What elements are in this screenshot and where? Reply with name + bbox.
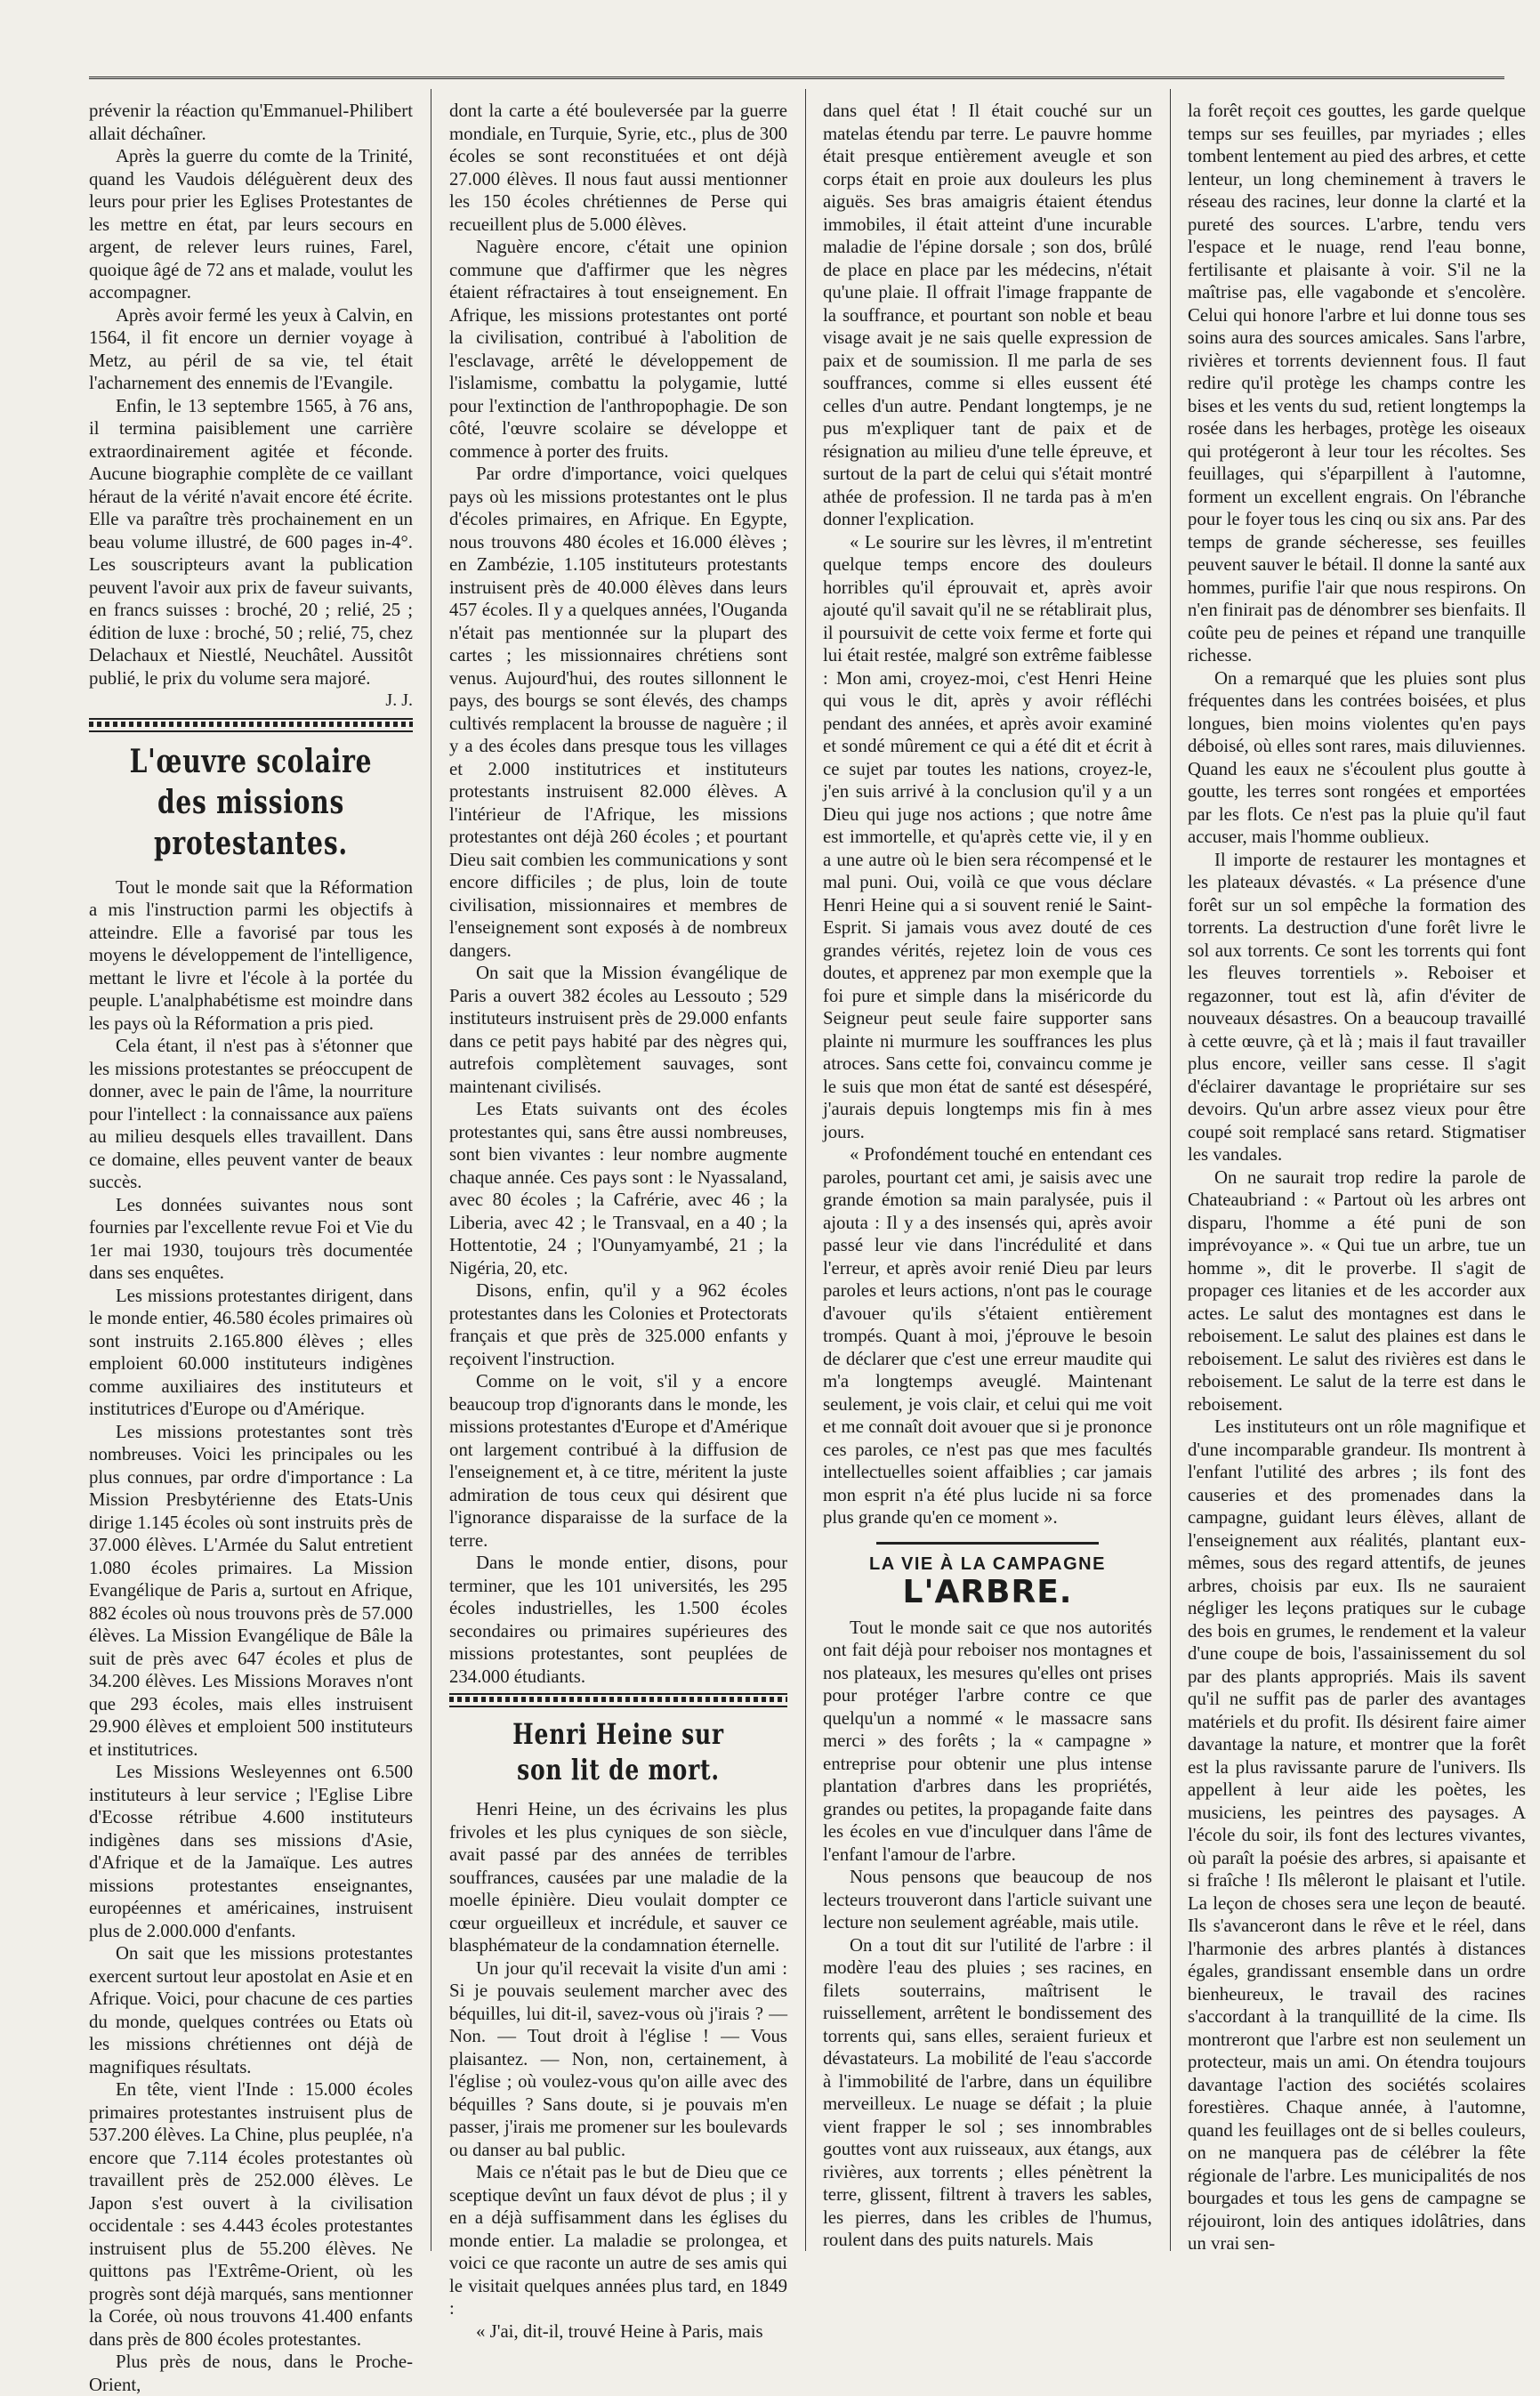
column-1 — [89, 100, 413, 2395]
paragraph: Tout le monde sait ce que nos autorités ont fait déjà pour reboiser nos montagnes et nos plateaux, les mesures qu'elles ont prises pour protéger l'arbre contre ce que quelqu'un a nommé « le massacre sans merci » des forêts ; la « campagne » entreprise pour obtenir une plus intense plantation d'arbres dans les propriétés, grandes ou petites, la propagande faite dans les écoles en vue d'inculquer dans l'âme de l'enfant l'amour de l'arbre. — [823, 1617, 1152, 1865]
paragraph: « Le sourire sur les lèvres, il m'entretint quelque temps encore des douleurs horribles qu'il éprouvait et, après avoir ajouté qu'il savait qu'il ne se rétablirait plus, il poursuivit de cette voix ferme et forte qui lui était restée, malgré son extrême faiblesse : Mon ami, croyez-moi, c'est Henri Heine qui vous le dit, après y avoir réfléchi pendant des années, et après avoir examiné et sondé mûrement ce qui a été dit et écrit à ce sujet par toutes les nations, croyez-le, j'en suis arrivé à la conclusion qu'il y a un Dieu qui juge nos actions ; que notre âme est immortelle, et qu'après cette vie, il y en a une autre où le bien sera récompensé et le mal puni. Oui, voilà ce que vous déclare Henri Heine qui a si souvent renié le Saint-Esprit. Si jamais vous avez douté de ces grandes vérités, rejetez loin de vous ces doutes, et apprenez par mon exemple que la foi pure et simple dans la miséricorde du Seigneur peut seule faire supporter sans plainte ni murmure les souffrances les plus atroces. Sans cette foi, convaincu comme je le suis que mon état de santé est désespéré, j'aurais depuis longtemps mis fin à mes jours. — [823, 531, 1152, 1142]
column-2 — [449, 100, 787, 2342]
section-rubric: LA VIE À LA CAMPAGNE — [869, 1553, 1106, 1574]
column-3 — [823, 100, 1152, 2248]
paragraph: Après avoir fermé les yeux à Calvin, en 1564, il fit encore un dernier voyage à Metz, au péril de sa vie, tel était l'acharnement des ennemis de l'Evangile. — [89, 304, 413, 393]
paragraph: dans quel état ! Il était couché sur un matelas étendu par terre. Le pauvre homme était presque entièrement aveugle et son corps était en proie aux douleurs les plus aiguës. Ses bras amaigris étaient étendus immobiles, il était atteint d'une incurable maladie de l'épine dorsale ; son dos, brûlé de place en place par les médecins, n'était qu'une plaie. Il offrait l'image frappante de la souffrance, et pourtant son noble et beau visage avait je ne sais quelle expression de paix et de soumission. Il me parla de ses souffrances, comme si elles eussent été celles d'un autre. Pendant longtemps, je ne pus m'expliquer tant de paix et de résignation au milieu d'une telle épreuve, et surtout de la part de celui qui s'était montré athée de profession. Il ne tarda pas à m'en donner l'explication. — [823, 101, 1152, 529]
paragraph: Les missions protestantes sont très nombreuses. Voici les principales ou les plus connues, par ordre d'importance : La Mission Presbytérienne des Etats-Unis dirige 1.145 écoles où sont instruits près de 37.000 élèves. L'Armée du Salut entretient 1.080 écoles primaires. La Mission Evangélique de Paris a, surtout en Afrique, 882 écoles où nous trouvons près de 57.000 élèves. La Mission Evangélique de Bâle la suit de près avec 647 écoles et plus de 34.200 élèves. Les Missions Moraves n'ont que 293 écoles, mais elles instruisent 29.900 élèves et emploient 500 instituteurs et institutrices. — [89, 1421, 413, 1760]
paragraph: Mais ce n'était pas le but de Dieu que ce sceptique devînt un faux dévot de plus ; il y en a déjà suffisamment dans les églises du monde entier. La maladie se prolongea, et voici ce que raconte un autre de ses amis qui le visitait quelques années plus tard, en 1849 : — [449, 2162, 787, 2319]
spacer — [823, 1529, 1152, 1542]
article-title-missions: L'œuvre scolaire des missions protestantes. — [129, 742, 373, 862]
paragraph: Les données suivantes nous sont fournies par l'excellente revue Foi et Vie du 1er mai 1930, toujours très documentée dans ses enquêtes. — [89, 1194, 413, 1283]
column-divider — [1170, 89, 1171, 2251]
paragraph: Plus près de nous, dans le Proche-Orient, — [89, 2352, 413, 2395]
paragraph: On sait que la Mission évangélique de Paris a ouvert 382 écoles au Lessouto ; 529 instituteurs instruisent près de 29.000 enfants dans ce petit pays habité par des nègres qui, autrefois complètement sauvages, sont maintenant civilisés. — [449, 963, 787, 1097]
paragraph: prévenir la réaction qu'Emmanuel-Philibert allait déchaîner. — [89, 101, 413, 144]
paragraph: Les Etats suivants ont des écoles protestantes qui, sans être aussi nombreuses, sont bien vivantes : leur nombre augmente chaque année. Ces pays sont : le Nyassaland, avec 80 écoles ; la Cafrérie, avec 46 ; la Liberia, avec 42 ; le Transvaal, en a 40 ; la Hottentotie, 24 ; l'Ounyamyambé, 21 ; la Nigéria, 20, etc. — [449, 1099, 787, 1279]
article-title-arbre: L'ARBRE. — [902, 1574, 1073, 1610]
paragraph: Les missions protestantes dirigent, dans le monde entier, 46.580 écoles primaires où sont instruits 2.165.800 élèves ; elles emploient 60.000 instituteurs indigènes comme auxiliaires des instituteurs et institutrices d'Europe ou d'Amérique. — [89, 1285, 413, 1419]
author-signature: J. J. — [385, 690, 413, 710]
header-rule — [89, 77, 1504, 79]
paragraph: Après la guerre du comte de la Trinité, quand les Vaudois déléguèrent deux des leurs pour prier les Eglises Protestantes de les mettre en état, par leurs secours en argent, de relever leurs ruines, Farel, quoique âgé de 72 ans et malade, voulut les accompagner. — [89, 146, 413, 303]
article-title-heine: Henri Heine sur son lit de mort. — [512, 1717, 724, 1787]
paragraph: En tête, vient l'Inde : 15.000 écoles primaires protestantes instruisent plus de 537.200 élèves. La Chine, plus peuplée, n'a encore que 7.114 écoles protestantes où travaillent près de 252.000 élèves. Le Japon s'est ouvert à la civilisation occidentale : ses 4.443 écoles protestantes instruisent plus de 55.200 élèves. Ne quittons pas l'Extrême-Orient, où les progrès sont déjà marqués, sans mentionner la Corée, où nous trouvons 41.400 enfants dans près de 800 écoles protestantes. — [89, 2079, 413, 2350]
column-4 — [1188, 100, 1526, 2254]
paragraph: Les instituteurs ont un rôle magnifique et d'une incomparable grandeur. Ils montrent à l'enfant l'utilité des arbres ; ils font des causeries et des promenades dans la campagne, guidant leurs élèves, allant de l'enseignement aux réalités, plantant eux-mêmes, sous des regard attentifs, de jeunes arbres, choisis par eux. Ils ne sauraient négliger les leçons pratiques sur le cubage des bois en grumes, le rendement et la valeur d'une coupe de bois, l'assainissement du sol par des plants appropriés. Mais ils savent qu'il ne suffit pas de parler des avantages matériels et du profit. Ils désirent faire aimer davantage la nature, et montrer que la forêt est la plus ravissante parure de l'univers. Ils appellent à leur aide les poètes, les musiciens, les peintres des paysages. A l'école du soir, ils font des lectures vivantes, où paraît la poésie des arbres, si apaisante et si fraîche ! Ils mêleront le plaisant et l'utile. La leçon de choses sera une leçon de beauté. Ils s'avanceront dans le rêve et le réel, dans l'harmonie des arbres plantés à distances égales, grandissant ensemble dans un ordre bienheureux, le travail des racines s'accordant à la tranquillité de la cime. Ils montreront que l'arbre est non seulement un protecteur, mais un ami. On étendra toujours davantage l'action des sociétés scolaires forestières. Chaque année, à l'automne, quand les feuillages ont de si belles couleurs, on ne manquera pas de célébrer la fête régionale de l'arbre. Les municipalités de nos bourgades et tous les gens de campagne se réjouiront, loin des antiques idolâtries, dans un vrai sen- — [1188, 1416, 1526, 2254]
paragraph: Dans le monde entier, disons, pour terminer, que les 101 universités, les 295 écoles industrielles, les 1.500 écoles secondaires ou primaires supérieures des missions protestantes, sont peuplées de 234.000 étudiants. — [449, 1553, 787, 1687]
paragraph: Par ordre d'importance, voici quelques pays où les missions protestantes ont le plus d'écoles primaires, en Afrique. En Egypte, nous trouvons 480 écoles et 16.000 élèves ; en Zambézie, 1.105 instituteurs protestants instruisent près de 40.000 élèves dans leurs 457 écoles. Il y a quelques années, l'Ouganda n'était pas mentionnée sur la plupart des cartes ; les missionnaires chrétiens sont venus. Aujourd'hui, des routes sillonnent le pays, des bourgs se sont élevés, des champs cultivés remplacent la brousse de naguère ; il y a des écoles dans presque tous les villages et 2.000 institutrices et instituteurs protestants instruisent 82.000 élèves. A l'intérieur de l'Afrique, les missions protestantes ont déjà 260 écoles ; et pourtant Dieu sait combien les communications y sont encore difficiles ; de plus, loin de toute civilisation, missionnaires et membres de l'enseignement sont exposés à de nombreux dangers. — [449, 464, 787, 961]
paragraph: On sait que les missions protestantes exercent surtout leur apostolat en Asie et en Afrique. Voici, pour chacune de ces parties du monde, quelques contrées ou Etats où les missions chrétiennes ont déjà de magnifiques résultats. — [89, 1943, 413, 2077]
paragraph: dont la carte a été bouleversée par la guerre mondiale, en Turquie, Syrie, etc., plus de 300 écoles se sont reconstituées et ont déjà 27.000 élèves. Il nous faut aussi mentionner les 150 écoles chrétiennes de Perse qui recueillent plus de 5.000 élèves. — [449, 101, 787, 235]
paragraph: On a remarqué que les pluies sont plus fréquentes dans les contrées boisées, et plus longues, bien moins violentes qu'en pays déboisé, où elles sont rares, mais diluviennes. Quand les eaux ne s'écoulent plus goutte à goutte, les terres sont rongées et emportées par les flots. Ce n'est pas la pluie qu'il faut accuser, mais l'homme oublieux. — [1188, 667, 1526, 847]
paragraph: Disons, enfin, qu'il y a 962 écoles protestantes dans les Colonies et Protectorats français et que près de 325.000 enfants y reçoivent l'instruction. — [449, 1280, 787, 1369]
paragraph: Tout le monde sait que la Réformation a mis l'instruction parmi les objectifs à atteindre. Elle a favorisé par tous les moyens le développement de l'intelligence, mettant le livre et l'école à la portée du peuple. L'analphabétisme est moindre dans les pays où la Réformation a pris pied. — [89, 876, 413, 1034]
ornamental-divider — [89, 718, 413, 732]
paragraph: Un jour qu'il recevait la visite d'un ami : Si je pouvais seulement marcher avec des béquilles, lui dit-il, savez-vous où j'irais ? — Non. — Tout droit à l'église ! — Vous plaisantez. — Non, non, certainement, à l'église ; où voulez-vous qu'on aille avec des béquilles ? Sans doute, si je pouvais m'en passer, j'irais me promener sur les boulevards ou danser au bal public. — [449, 1957, 787, 2160]
paragraph: Henri Heine, un des écrivains les plus frivoles et les plus cyniques de son siècle, avait passé par des années de terribles souffrances, causées par une maladie de la moelle épinière. Dieu voulait dompter ce cœur orgueilleux et incrédule, et sauver ce blasphémateur de la condamnation éternelle. — [449, 1799, 787, 1956]
paragraph: Enfin, le 13 septembre 1565, à 76 ans, il termina paisiblement une carrière extraordinairement agitée et féconde. Aucune biographie complète de ce vaillant héraut de la vérité n'avait encore été écrite. Elle va paraître très prochainement en un beau volume illustré, de 600 pages in-4°. Les souscripteurs avant la publication peuvent l'avoir aux prix de faveur suivants, en francs suisses : broché, 20 ; relié, 25 ; édition de luxe : broché, 50 ; relié, 75, chez Delachaux et Niestlé, Neuchâtel. Aussitôt publié, le prix du volume sera majoré. — [89, 395, 413, 689]
paragraph: On ne saurait trop redire la parole de Chateaubriand : « Partout où les arbres ont disparu, l'homme a été puni de son imprévoyance ». « Qui tue un arbre, tue un homme », dit le proverbe. Il s'agit de propager ces litanies et de les accorder aux actes. Le salut des montagnes est dans le reboisement. Le salut des plaines est dans le reboisement. Le salut des rivières est dans le reboisement. Le salut de la terre est dans le reboisement. — [1188, 1166, 1526, 1415]
paragraph: Comme on le voit, s'il y a encore beaucoup trop d'ignorants dans le monde, les missions protestantes d'Europe et d'Amérique ont largement contribué à la diffusion de l'enseignement et, à ce titre, méritent la juste admiration de tous ceux qui désirent que l'ignorance disparaisse de la surface de la terre. — [449, 1371, 787, 1551]
paragraph: Cela étant, il n'est pas à s'étonner que les missions protestantes se préoccupent de donner, avec le pain de l'âme, la nourriture pour l'intellect : la connaissance aux païens au milieu desquels elles travaillent. Dans ce domaine, elles peuvent vanter de beaux succès. — [89, 1036, 413, 1192]
paragraph: Les Missions Wesleyennes ont 6.500 instituteurs à leur service ; l'Eglise Libre d'Ecosse rétribue 4.600 instituteurs indigènes dans ses missions d'Asie, d'Afrique et de la Jamaïque. Les autres missions protestantes enseignantes, européennes et américaines, instruisent plus de 2.000.000 d'enfants. — [89, 1762, 413, 1941]
paragraph: Il importe de restaurer les montagnes et les plateaux dévastés. « La présence d'une forêt sur un sol empêche la formation des torrents. La destruction d'une forêt livre le sol aux torrents. Ce sont les torrents qui font les fleuves torrentiels ». Reboiser et regazonner, tout est là, afin d'éviter de nouveaux désastres. On a beaucoup travaillé à cette œuvre, çà et là ; mais il faut travailler plus encore, veiller sans cesse. Il s'agit d'éclairer davantage le propriétaire sur ses devoirs. Qu'un arbre assez vieux pour être coupé soit remplacé sans retard. Stigmatiser les vandales. — [1188, 849, 1526, 1165]
paragraph: Nous pensons que beaucoup de nos lecteurs trouveront dans l'article suivant une lecture non seulement agréable, mais utile. — [823, 1867, 1152, 1932]
paragraph: On a tout dit sur l'utilité de l'arbre : il modère l'eau des pluies ; ses racines, en filets souterrains, maîtrisent le ruissellement, arrêtent le bondissement des torrents qui, sans elles, seraient furieux et dévastateurs. La mobilité de l'eau s'accorde à l'immobilité de l'arbre, dans un équilibre merveilleux. Le nuage se défait ; la pluie vient frapper le sol ; ses innombrables gouttes vont aux ruisseaux, aux étangs, aux rivières, aux torrents ; elles pénètrent la terre, glissent, filtrent à travers les sables, les pierres, dans les cribles de l'humus, roulent dans des puits naturels. Mais — [823, 1934, 1152, 2250]
section-rule — [876, 1542, 1099, 1545]
ornamental-divider — [449, 1693, 787, 1707]
paragraph: Naguère encore, c'était une opinion commune que d'affirmer que les nègres étaient réfractaires à tout enseignement. En Afrique, les missions protestantes ont porté la civilisation, contribué à l'abolition de l'esclavage, arrêté le développement de l'islamisme, combattu la polygamie, lutté pour l'extinction de l'anthropophagie. De son côté, l'œuvre scolaire se développe et commence à porter des fruits. — [449, 237, 787, 462]
column-divider — [805, 89, 806, 2251]
paragraph: « Profondément touché en entendant ces paroles, pourtant cet ami, je saisis avec une grande émotion sa main paralysée, puis il ajouta : Il y a des insensés qui, après avoir passé leur vie dans l'incrédulité et dans l'erreur, et après avoir renié Dieu par leurs paroles et leurs actions, n'ont pas le courage d'avouer qu'ils s'étaient entièrement trompés. Quant à moi, j'éprouve le besoin de déclarer que c'est une erreur maudite qui m'a longtemps aveuglé. Maintenant seulement, je vois clair, et celui qui me voit et me connaît doit avouer que si je prononce ces paroles, ce n'est pas que mes facultés intellectuelles soient affaiblies ; car jamais mon esprit n'a été plus lucide ni sa force plus grande qu'en ce moment ». — [823, 1144, 1152, 1528]
paragraph: la forêt reçoit ces gouttes, les garde quelque temps sur ses feuilles, par myriades ; elles tombent lentement au pied des arbres, et cette lenteur, un long cheminement à travers le réseau des racines, leur donne la clarté et la pureté des sources. L'arbre, tendu vers l'espace et le nuage, rend l'eau bonne, fertilisante et plaisante à voir. S'il ne la maîtrise pas, elle vagabonde et s'encolère. Celui qui honore l'arbre et lui donne tous ses soins aura des sources amicales. Sans l'arbre, rivières et torrents deviennent fous. Il faut redire qu'il protège les champs contre les bises et les vents du sud, retient longtemps la rosée dans les herbages, protège les oiseaux qui protégeront à leur tour les récoltes. Ses feuillages, qui s'éparpillent à l'automne, forment un excellent engrais. On l'ébranche pour le foyer tous les cinq ou six ans. Par des temps de grande sécheresse, ses feuilles peuvent sauver le bétail. Il donne la santé aux hommes, purifie l'air que nous respirons. On n'en finirait pas de dénombrer ses bienfaits. Il coûte peu de peines et répand une tranquille richesse. — [1188, 101, 1526, 666]
paragraph: « J'ai, dit-il, trouvé Heine à Paris, mais — [476, 2320, 763, 2342]
